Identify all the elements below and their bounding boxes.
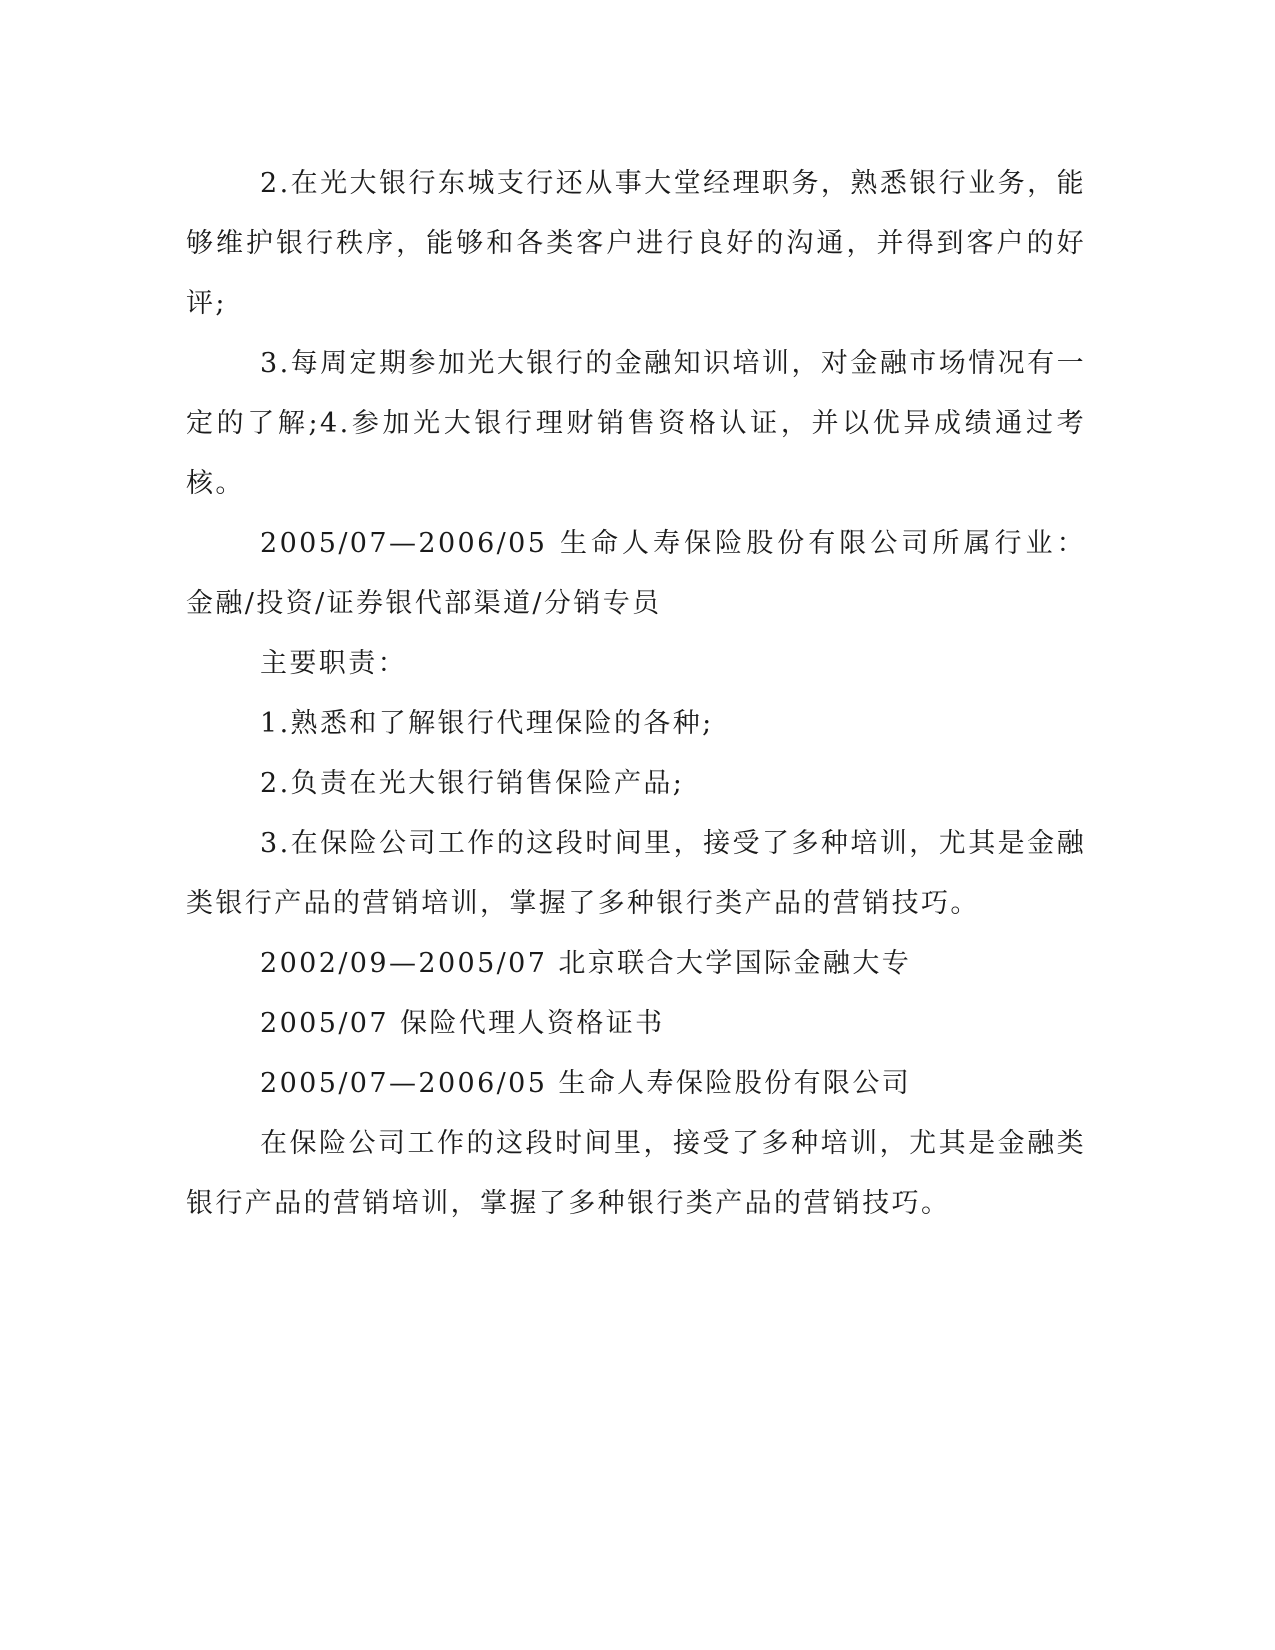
paragraph-job-life-insurance-header: 2005/07—2006/05 生命人寿保险股份有限公司所属行业：金融/投资/证券银代部渠道/分销专员: [186, 528, 1086, 619]
paragraph-duty-lobby-manager: 2.在光大银行东城支行还从事大堂经理职务，熟悉银行业务，能够维护银行秩序，能够和各类客户进行良好的沟通，并得到客户的好评;: [186, 168, 1086, 319]
paragraph-duty-3: 3.在保险公司工作的这段时间里，接受了多种培训，尤其是金融类银行产品的营销培训，掌握了多种银行类产品的营销技巧。: [186, 828, 1086, 919]
paragraph-work-summary: 在保险公司工作的这段时间里，接受了多种培训，尤其是金融类银行产品的营销培训，掌握了多种银行类产品的营销技巧。: [186, 1128, 1086, 1219]
paragraph-main-duties-heading: 主要职责：: [260, 648, 407, 679]
paragraph-certificate: 2005/07 保险代理人资格证书: [260, 1008, 665, 1039]
paragraph-duty-2: 2.负责在光大银行销售保险产品;: [260, 768, 685, 799]
document-body: [186, 154, 1086, 1234]
paragraph-duty-1: 1.熟悉和了解银行代理保险的各种;: [260, 708, 714, 739]
paragraph-work-experience: 2005/07—2006/05 生命人寿保险股份有限公司: [260, 1068, 912, 1099]
paragraph-education: 2002/09—2005/07 北京联合大学国际金融大专: [260, 948, 912, 979]
paragraph-duty-training-certification: 3.每周定期参加光大银行的金融知识培训，对金融市场情况有一定的了解;4.参加光大银行理财销售资格认证，并以优异成绩通过考核。: [186, 348, 1086, 499]
